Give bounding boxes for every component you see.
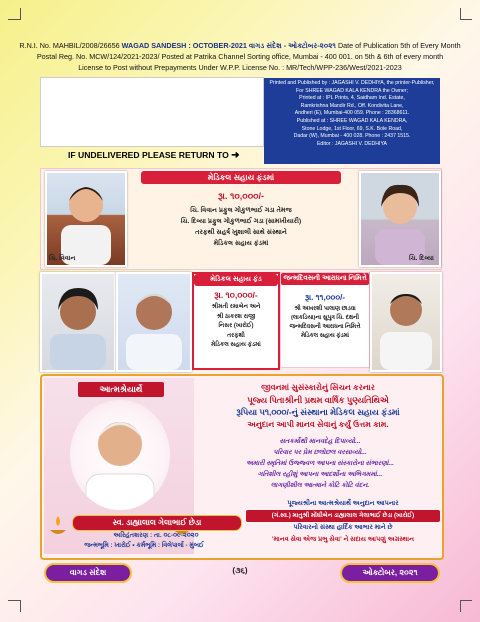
crop-mark (20, 600, 21, 612)
birthday-amount: રૂા. ૧૧,૦૦૦/- (304, 293, 346, 302)
footer-issue-date: ઓક્ટોબર, ૨૦૨૧ (340, 563, 440, 583)
footer-magazine-name: વાગડ સંદેશ (44, 563, 132, 583)
printer-line: Printed at : IPL Prints, 4, Saidham Ind. Estate, (299, 95, 405, 102)
boy-portrait-icon (372, 274, 440, 370)
medical-amount-2: રૂા. ૧૦,૦૦૦/- (214, 290, 258, 300)
child-photo-vivan (45, 171, 127, 267)
medical-fund-banner-2: મેડિકલ સહાય ફંડ (194, 274, 278, 286)
crop-mark (8, 19, 20, 20)
memorial-place: જન્મભૂમિ : ખારોઈ • કર્મભૂમિ : વિલેપાર્લા - મુંબઈ (84, 542, 204, 549)
memorial-portrait (70, 400, 170, 510)
printer-line: For SHREE WAGAD KALA KENDRA the Owner; (296, 87, 408, 94)
memorial-name: સ્વ. ડાહ્યાલાલ ગેલાભાઈ છેડા (72, 515, 242, 531)
diya-lamp-icon (48, 514, 68, 540)
header-line-2: Postal Reg. No. MCW/124/2021-2023/ Posted at Patrika Channel Sorting office, Mumbai - 400 001. on 5th & 6th of every month (36, 52, 444, 61)
printer-line: Editor : JAGASHI V. DEDHIYA (316, 140, 388, 147)
address-box (40, 77, 264, 147)
memorial-closing: પૂજ્યશ્રીના આત્મશ્રેયાર્થે અનુદાન આપનાર (ગં.સ્વ.) માતુશ્રી મોંઘીબેન ડાહ્યાલાલ ગેલાભાઈ છેડા (ખારોઈ) પરિવારનો સંસ્થા હાર્દિક આભાર માને છે 'માનવ સેવા એજ પ્રભુ સેવા' ને સદાય આપણું અગ્રસ્થાન (246, 498, 440, 546)
header-line-3: License to Post without Prepayments Under W.P.P. License No. : MR/Tech/WPP-236/West/2021-2023 (78, 63, 402, 72)
memorial-poem: સતકર્મોથી માનવદેહ દિપાવ્યો... પરિવાર પર પ્રેમ છલોછલ વરસાવ્યો... અમારી સ્મૃતિમાં ઉજ્જ્વળ આપના સંસ્કારોના સંભારણાં... ગતિશીલ રહીશું આપના આદર્શોના અભિગમમાં... લાગણીશીલ આત્માને કોટિ કોટિ વંદન. (245, 438, 395, 489)
child-photo-divya (359, 171, 441, 267)
birthday-banner: જન્મદિવસની આરાધના નિમિત્તે (281, 273, 369, 285)
header-line-1: R.N.I. No. MAHBIL/2008/26656 WAGAD SANDESH : OCTOBER-2021 વાગડ સંદેશ - ઓક્ટોબર-૨૦૨૧ Date of Publication 5th of Every Month (19, 41, 461, 50)
birthday-box (280, 272, 370, 368)
photo-daksh (370, 272, 442, 372)
printer-info-box (264, 78, 440, 164)
crop-mark (460, 600, 472, 601)
medical-amount-1: રૂા. ૧૦,૦૦૦/- (217, 191, 265, 201)
undelivered-notice: IF UNDELIVERED PLEASE RETURN TO ➜ (68, 150, 240, 161)
page-footer (40, 563, 440, 583)
arrow-right-icon: ➜ (231, 150, 240, 161)
caption-vivan: ચિ. વિવાન (49, 255, 76, 262)
printer-line: Published at : SHREE WAGAD KALA KENDRA, (296, 117, 408, 124)
medical-text-2: શ્રીમતી રમાબેન અને શ્રી ઠાકરશ રાજી નિસર (ખારોઈ) તરફથી મેડિકલ સહાય ફંડમાં (211, 304, 261, 348)
crop-mark (460, 19, 472, 20)
medical-text-1: ચિ. વિવાન પ્રફુલ ગોકુળભાઈ ગડા તેમજ ચિ. દિવ્યા પ્રફુલ ગોકુળભાઈ ગડા (સામખીયારી) તરફથી સહર્ષ ખુશાલી સાથે સંસ્થાને મેડિકલ સહાય ફંડમાં (180, 207, 302, 247)
child-portrait-icon (361, 173, 439, 265)
printer-line: Dadar (W), Mumbai - 400 028. Phone : 2437 1515. (293, 133, 411, 140)
printer-line: Printed and Published by : JAGASHI V. DEDHIYA, the printer-Publisher, (269, 80, 435, 86)
donation-row-2 (40, 272, 440, 370)
printer-line: Stone Lodge, 1st Floor, 69, S.K. Bole Road, (301, 125, 403, 132)
medical-fund-box-2 (192, 272, 280, 370)
crop-mark (8, 600, 20, 601)
child-portrait-icon (47, 173, 125, 265)
medical-fund-banner: મેડિકલ સહાય ફંડમાં (141, 171, 341, 184)
memorial-date: અરિહંતશરણ : તા. ૦૮-૦૯-૨૦૨૦ (113, 532, 199, 539)
medical-fund-section-1 (40, 168, 442, 270)
printer-line: Andheri (E), Mumbai-400 059. Phone : 28368611. (294, 110, 410, 117)
photo-ramaben (40, 272, 116, 372)
memorial-title: આત્મશ્રેયાર્થે (78, 382, 164, 397)
man-portrait-icon (118, 274, 190, 370)
page-number: (૩૬) (232, 566, 248, 575)
woman-portrait-icon (42, 274, 114, 370)
printer-line: Ramkrishna Mandir Rd., Off. Kondivita Lane, (300, 102, 404, 109)
memorial-section (40, 374, 444, 560)
photo-thakarshi (116, 272, 192, 372)
memorial-main-text: જીવનમાં સુસંસ્કારોનું સિંચન કરનાર પૂજ્ય પિતાશ્રીની પ્રથમ વાર્ષિક પુણ્યતિથિએ રૂપિયા ૫૧,૦૦૦/-નું સંસ્થાના મેડિકલ સહાય ફંડમાં અનુદાન આપી માનવ સેવાનું કર્યું ઉત્તમ કામ. (236, 383, 400, 429)
crop-mark (460, 600, 461, 612)
caption-divya: ચિ. દિવ્યા (409, 255, 434, 262)
birthday-text: શ્રી અખરશી પાલાણ છાડવા (લાકડિયા)ના સુપુત્ર ચિ. દક્ષની જન્મદિવસની આરાધના નિમિત્તે મેડિકલ સહાય ફંડમાં (289, 306, 361, 339)
elderly-man-portrait-icon (70, 400, 170, 510)
